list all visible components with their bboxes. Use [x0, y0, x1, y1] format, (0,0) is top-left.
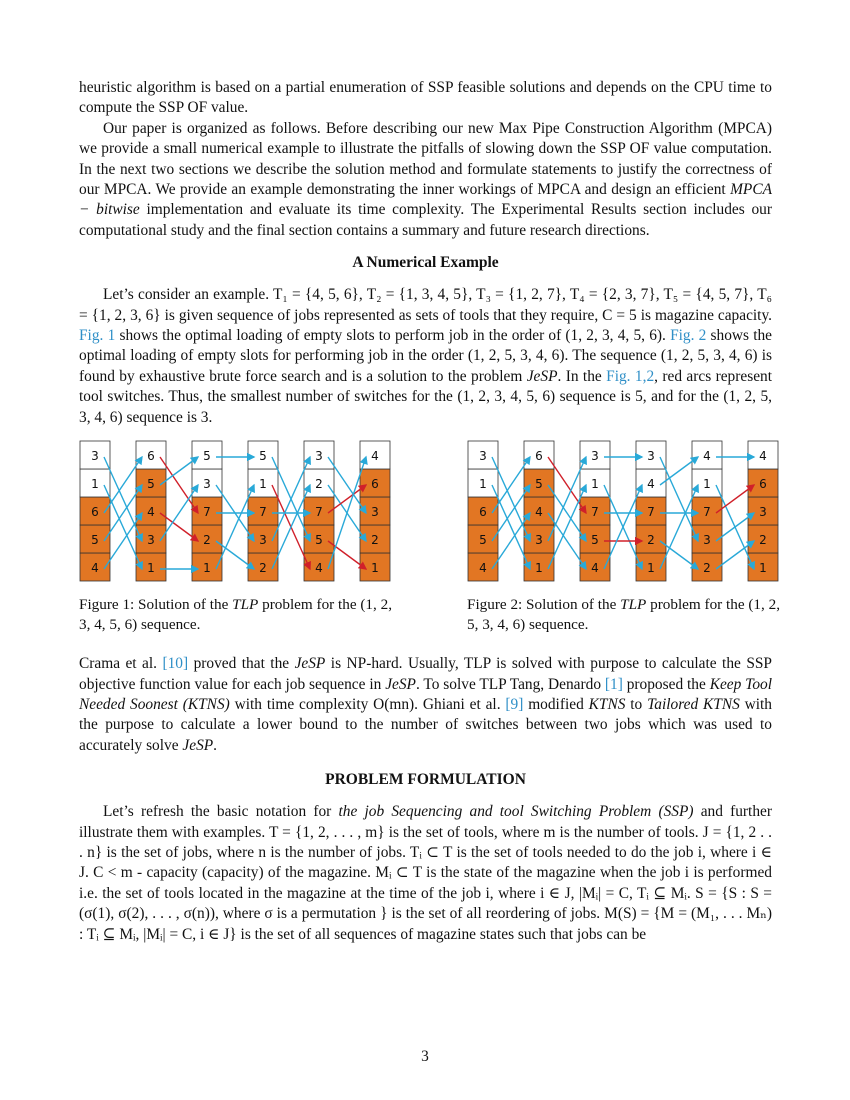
tool-label: 7	[591, 505, 599, 520]
fig1-link[interactable]: Fig. 1	[79, 327, 116, 345]
tool-label: 3	[647, 449, 655, 464]
heading-problem-formulation: PROBLEM FORMULATION	[325, 771, 526, 789]
paragraph-example: Let’s consider an example. T₁ = {4, 5, 6}, T₂ = {1, 3, 4, 5}, T₃ = {1, 2, 7}, T₄ = {2, 3, 7}, T₅ = {4, 5, 7}, T₆ = {1, 2, 3, 6} is given sequence of jobs represented as sets of tools that they require, C = 5 is magazine capacity. Fig. 1 shows the optimal loading of empty slots to perform job in the order of (1, 2, 3, 4, 5, 6). Fig. 2 shows the optimal loading of empty slots for performing job in the order (1, 2, 5, 3, 4, 6). The sequence (1, 2, 5, 3, 4, 6) is found by exhaustive brute force search and is a solution to the problem JeSP. In the Fig. 1,2, red arcs represent tool switches. Thus, the smallest number of switches for the (1, 2, 3, 4, 5, 6) sequence is 5, and for the (1, 2, 5, 3, 4, 6) sequence is 3.	[79, 286, 773, 426]
tool-label: 5	[147, 477, 155, 492]
tool-label: 3	[147, 533, 155, 548]
tool-label: 2	[703, 561, 711, 576]
tool-label: 4	[479, 561, 487, 576]
tool-label: 1	[203, 561, 211, 576]
tool-label: 1	[479, 477, 487, 492]
tool-label: 6	[535, 449, 543, 464]
tool-label: 7	[703, 505, 711, 520]
tool-label: 4	[591, 561, 599, 576]
tool-label: 6	[479, 505, 487, 520]
page-number: 3	[421, 1048, 429, 1065]
tool-label: 1	[703, 477, 711, 492]
tool-label: 1	[91, 477, 99, 492]
tool-label: 1	[759, 561, 767, 576]
tool-label: 2	[647, 533, 655, 548]
tool-label: 6	[91, 505, 99, 520]
tool-label: 7	[647, 505, 655, 520]
figure-2-diagram	[467, 440, 787, 585]
tool-label: 5	[203, 449, 211, 464]
tool-label: 5	[91, 533, 99, 548]
tool-label: 4	[371, 449, 379, 464]
tool-label: 1	[647, 561, 655, 576]
tool-label: 3	[703, 533, 711, 548]
paragraph-crama: Crama et al. [10] proved that the JeSP is NP-hard. Usually, TLP is solved with purpose to calculate the SSP objective function value for each job sequence in JeSP. To solve TLP Tang, Denardo [1] proposed the Keep Tool Needed Soonest (KTNS) with time complexity O(mn). Ghiani et al. [9] modified KTNS to Tailored KTNS with the purpose to calculate a lower bound to the number of switches between two jobs which was used to accurately solve JeSP.	[79, 655, 772, 754]
tool-label: 5	[259, 449, 267, 464]
math-mpca-bitwise: MPCA − bitwise	[79, 181, 772, 219]
tool-label: 2	[203, 533, 211, 548]
tool-label: 3	[259, 533, 267, 548]
paragraph-organization: Our paper is organized as follows. Before describing our new Max Pipe Construction Algorithm (MPCA) we provide a small numerical example to illustrate the pitfalls of slowing down the SSP OF value computation. In the next two sections we describe the solution method and formulate statements to justify the correctness of our MPCA. We provide an example demonstrating the inner workings of MPCA and design an efficient MPCA − bitwise implementation and evaluate its time complexity. The Experimental Results section includes our computational study and the final section contains a summary and future research directions.	[79, 119, 773, 239]
figure-1	[79, 440, 399, 635]
ref-9-link[interactable]: [9]	[505, 695, 524, 713]
tool-label: 1	[371, 561, 379, 576]
tool-label: 7	[315, 505, 323, 520]
tool-label: 6	[759, 477, 767, 492]
tool-label: 1	[147, 561, 155, 576]
tool-label: 4	[315, 561, 323, 576]
tool-label: 2	[371, 533, 379, 548]
tool-label: 2	[315, 477, 323, 492]
tool-label: 4	[759, 449, 767, 464]
tool-label: 7	[259, 505, 267, 520]
ref-1-link[interactable]: [1]	[604, 675, 623, 693]
tool-label: 3	[759, 505, 767, 520]
tool-label: 7	[203, 505, 211, 520]
figure-2	[467, 440, 787, 635]
ref-10-link[interactable]: [10]	[162, 655, 189, 673]
fig2-link[interactable]: Fig. 2	[670, 327, 707, 345]
tool-label: 4	[647, 477, 655, 492]
tool-label: 1	[535, 561, 543, 576]
tool-label: 3	[203, 477, 211, 492]
tool-label: 5	[535, 477, 543, 492]
tool-label: 3	[479, 449, 487, 464]
tool-label: 2	[759, 533, 767, 548]
tool-label: 3	[591, 449, 599, 464]
tool-label: 3	[535, 533, 543, 548]
figures-row	[79, 440, 781, 634]
tool-label: 3	[315, 449, 323, 464]
tool-label: 4	[147, 505, 155, 520]
tool-label: 3	[91, 449, 99, 464]
tool-label: 4	[535, 505, 543, 520]
tool-label: 6	[371, 477, 379, 492]
tool-label: 5	[315, 533, 323, 548]
paragraph-formulation: Let’s refresh the basic notation for the job Sequencing and tool Switching Problem (SSP) and further illustrate them with examples. T = {1, 2, . . . , m} is the set of tools, where m is the number of tools. J = {1, 2 . . . n} is the set of jobs, where n is the number of jobs. Tᵢ ⊂ T is the set of tools needed to do the job i, where i ∈ J. C < m - capacity (capacity) of the magazine. Mᵢ ⊂ T is the state of the magazine when the job i is performed i.e. the set of tools located in the magazine at the time of the job i, where i ∈ J, |Mᵢ| = C, Tᵢ ⊆ Mᵢ. S = {S : S = (σ(1), σ(2), . . . , σ(n)), where σ is a permutation } is the set of all reordering of jobs. M(S) = {M = (M₁, . . . Mₙ) : Tᵢ ⊆ Mᵢ, |Mᵢ| = C, i ∈ J} is the set of all sequences of magazine states such that jobs can be	[79, 803, 772, 943]
page-body	[79, 78, 781, 945]
tool-label: 4	[703, 449, 711, 464]
tool-label: 1	[259, 477, 267, 492]
tool-label: 3	[371, 505, 379, 520]
tool-label: 5	[591, 533, 599, 548]
figure-1-diagram	[79, 440, 399, 585]
tool-label: 6	[147, 449, 155, 464]
figure-1-caption: Figure 1: Solution of the TLP problem for the (1, 2, 3, 4, 5, 6) sequence.	[79, 596, 393, 634]
tool-label: 5	[479, 533, 487, 548]
fig12-link[interactable]: Fig. 1,2	[606, 367, 655, 385]
heading-numerical-example: A Numerical Example	[352, 254, 499, 272]
tool-label: 2	[259, 561, 267, 576]
tool-label: 1	[591, 477, 599, 492]
figure-2-caption: Figure 2: Solution of the TLP problem for the (1, 2, 5, 3, 4, 6) sequence.	[467, 596, 781, 634]
tool-label: 4	[91, 561, 99, 576]
paragraph-intro-end: heuristic algorithm is based on a partial enumeration of SSP feasible solutions and depends on the CPU time to compute the SSP OF value.	[79, 79, 772, 117]
